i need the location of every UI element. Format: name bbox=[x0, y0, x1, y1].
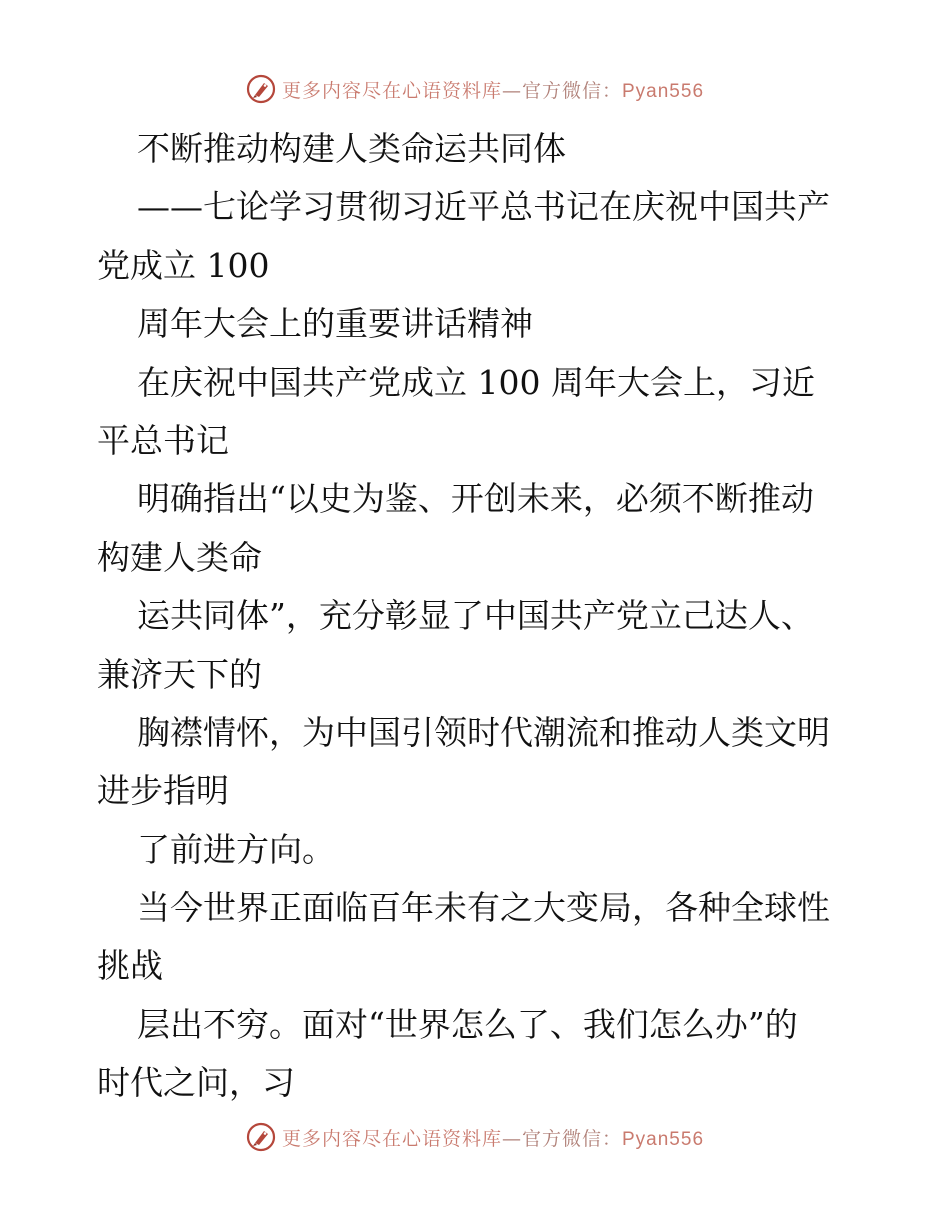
wechat-id: Pyan556 bbox=[622, 1128, 705, 1150]
document-line: 在庆祝中国共产党成立 100 周年大会上，习近 bbox=[137, 362, 815, 402]
document-line: 兼济天下的 bbox=[97, 654, 262, 694]
wechat-label: 官方微信： bbox=[521, 79, 622, 102]
banner-separator: — bbox=[501, 1127, 522, 1150]
document-line: 时代之问，习 bbox=[97, 1063, 295, 1103]
document-line: 进步指明 bbox=[97, 771, 229, 811]
document-line: ——七论学习贯彻习近平总书记在庆祝中国共产 bbox=[137, 187, 830, 227]
document-line: 党成立 100 bbox=[97, 245, 270, 285]
document-body bbox=[97, 120, 857, 1113]
footer-banner bbox=[0, 1122, 950, 1152]
document-line: 不断推动构建人类命运共同体 bbox=[137, 129, 566, 168]
document-line: 当今世界正面临百年未有之大变局，各种全球性 bbox=[137, 888, 830, 928]
document-line: 层出不穷。面对“世界怎么了、我们怎么办”的 bbox=[137, 1004, 798, 1044]
document-line: 周年大会上的重要讲话精神 bbox=[137, 304, 533, 344]
header-banner bbox=[0, 74, 950, 104]
document-line: 运共同体”，充分彰显了中国共产党立己达人、 bbox=[137, 596, 814, 636]
banner-title: 更多内容尽在心语资料库 bbox=[281, 1127, 502, 1150]
document-line: 构建人类命 bbox=[97, 537, 262, 577]
document-line: 挑战 bbox=[97, 946, 163, 986]
wechat-label: 官方微信： bbox=[521, 1127, 622, 1150]
document-line: 平总书记 bbox=[97, 420, 229, 460]
banner-separator: — bbox=[501, 79, 522, 102]
document-line: 胸襟情怀，为中国引领时代潮流和推动人类文明 bbox=[137, 712, 830, 752]
banner-text bbox=[282, 76, 704, 103]
wechat-id: Pyan556 bbox=[622, 80, 705, 102]
banner-text bbox=[282, 1124, 704, 1151]
pen-nib-logo-icon bbox=[246, 74, 276, 104]
document-line: 明确指出“以史为鉴、开创未来，必须不断推动 bbox=[137, 479, 814, 519]
document-line: 了前进方向。 bbox=[137, 829, 335, 869]
pen-nib-logo-icon bbox=[246, 1122, 276, 1152]
banner-title: 更多内容尽在心语资料库 bbox=[281, 79, 502, 102]
